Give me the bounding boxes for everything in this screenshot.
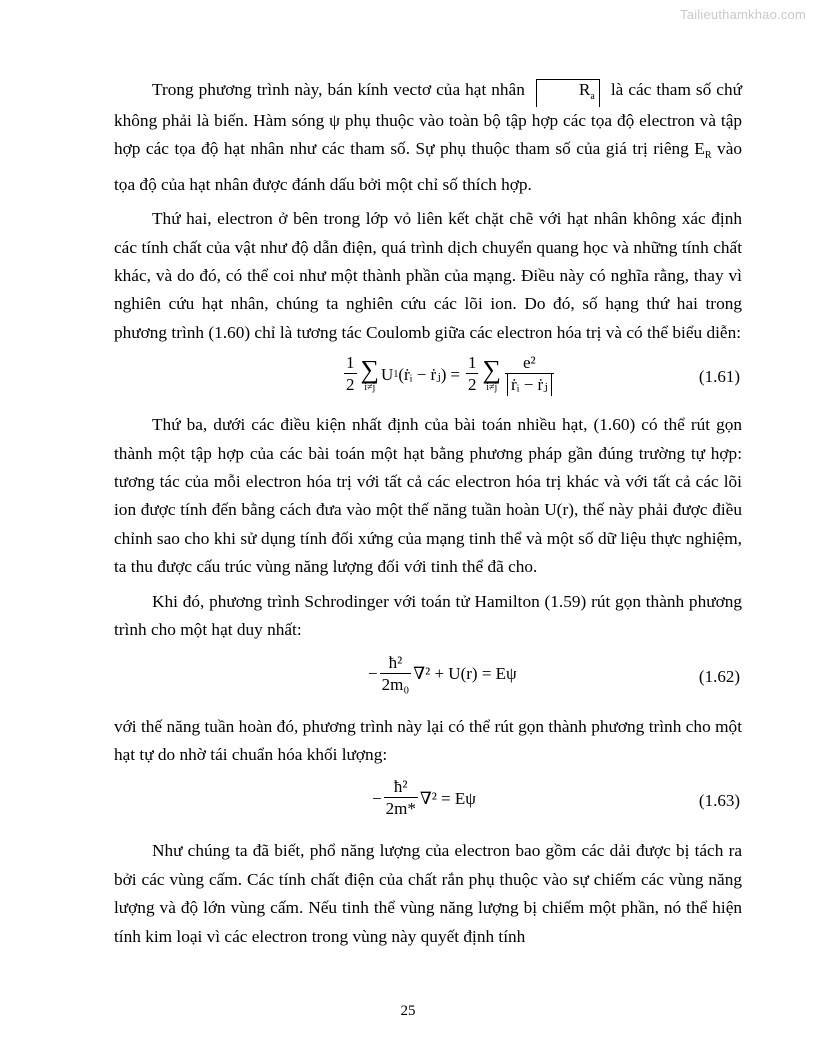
equation-1-63-body xyxy=(372,777,476,820)
half-fraction-rhs xyxy=(466,353,479,396)
hbar-squared: ħ² xyxy=(388,652,403,672)
summation-index: i≠j xyxy=(486,381,498,393)
equals-sign: = xyxy=(450,364,460,384)
distance-abs: ṙᵢ − ṙⱼ xyxy=(507,374,552,396)
equation-number-1-61: (1.61) xyxy=(698,367,740,387)
paragraph-5: với thế năng tuần hoàn đó, phương trình này lại có thể rút gọn thành phương trình cho một hạt tự do nhờ tái chuẩn hóa khối lượng: xyxy=(114,716,742,764)
charge-squared: e² xyxy=(523,353,536,373)
er-subscript: R xyxy=(704,150,712,162)
mass-denominator: 2m₀ xyxy=(381,674,410,694)
equation-1-61-body xyxy=(342,353,556,396)
equation-1-62-body xyxy=(368,653,517,696)
half-fraction xyxy=(344,353,357,396)
equation-number-1-63: (1.63) xyxy=(698,791,740,811)
hbar-squared: ħ² xyxy=(393,777,408,797)
er-symbol: E xyxy=(694,139,705,159)
effective-mass-denominator: 2m* xyxy=(385,799,416,819)
potential-u-subscript: 1 xyxy=(393,369,399,381)
equation-1-62 xyxy=(114,645,742,713)
paragraph-4: Khi đó, phương trình Schrodinger với toán tử Hamilton (1.59) rút gọn thành phương trình cho một hạt duy nhất: xyxy=(114,591,742,640)
paragraph-1-part-c: phụ thuộc vào toàn bộ tập hợp các tọa độ electron và tập hợp các tọa độ hạt nhân như các tham số. Sự phụ thuộc tham số của giá trị riêng xyxy=(114,111,743,159)
fraction-denominator: 2 xyxy=(346,375,355,395)
watermark: Tailieuthamkhao.com xyxy=(680,7,806,22)
ra-subscript: a xyxy=(590,91,595,102)
hbar-fraction xyxy=(384,777,418,820)
paragraph-1-part-d: vào tọa độ của hạt nhân được đánh dấu bởi một chỉ số thích hợp. xyxy=(114,139,742,194)
argument-text: ṙᵢ − ṙⱼ xyxy=(404,364,441,384)
paragraph-1-part-b: là các tham số chứ không phải là biến. Hàm sóng xyxy=(114,80,742,130)
summation: ∑ i≠j xyxy=(360,354,380,393)
psi-symbol: ψ xyxy=(329,111,340,130)
equation-number-1-62: (1.62) xyxy=(698,666,740,686)
equation-1-63-rest: ∇² = Eψ xyxy=(419,788,476,808)
fraction-numerator: 1 xyxy=(467,353,477,373)
hbar-fraction xyxy=(380,653,412,696)
minus-sign: − xyxy=(368,664,378,683)
distance-denominator xyxy=(505,373,554,396)
page-content xyxy=(114,76,742,951)
paragraph-2: Thứ hai, electron ở bên trong lớp vỏ liên kết chặt chẽ với hạt nhân không xác định các tính chất của vật như độ dẫn điện, quá trình dịch chuyển quang học và những tính chất khác, và do đó, có thể coi như một thành phần của mạng. Điều này có nghĩa rằng, thay vì nghiên cứu hạt nhân, chúng ta nghiên cứu các lõi ion. Do đó, số hạng thứ hai trong phương trình (1.60) chỉ là tương tác Coulomb giữa các electron hóa trị và có thể biểu diễn: xyxy=(114,209,742,342)
eigenvalue-symbol xyxy=(694,139,712,162)
equation-1-62-rest: ∇² + U(r) = Eψ xyxy=(413,664,517,683)
equation-1-61 xyxy=(114,347,742,411)
potential-u: U xyxy=(381,364,394,384)
paragraph-1 xyxy=(114,76,742,199)
paragraph-3: Thứ ba, dưới các điều kiện nhất định của bài toán nhiều hạt, (1.60) có thể rút gọn thành một tập hợp của các bài toán một hạt bằng phương pháp gần đúng trường tự hợp: tương tác của mỗi electron hóa trị với tất cả các electron hóa trị khác và với tất cả các lõi ion được tính đến bằng cách đưa vào một thế năng tuần hoàn U(r), thế này phải được điều chỉnh sao cho khi sử dụng tính đối xứng của mạng tinh thể và một số dữ liệu thực nghiệm, ta thu được cấu trúc vùng năng lượng đối với tinh thể đã cho. xyxy=(114,415,742,577)
summation-index: i≠j xyxy=(364,381,376,393)
nucleus-radius-vector xyxy=(536,79,600,107)
potential-argument: (ṙᵢ − ṙⱼ) xyxy=(398,364,447,384)
fraction-denominator: 2 xyxy=(467,375,477,395)
summation-rhs: ∑ i≠j xyxy=(482,354,501,393)
ra-symbol: R xyxy=(578,80,591,99)
minus-sign: − xyxy=(372,788,382,808)
paragraph-1-part-a: Trong phương trình này, bán kính vectơ của hạt nhân xyxy=(152,80,525,99)
coulomb-fraction xyxy=(505,353,554,396)
paragraph-6: Như chúng ta đã biết, phổ năng lượng của electron bao gồm các dải được bị tách ra bởi các vùng cấm. Các tính chất điện của chất rắn phụ thuộc vào sự chiếm các vùng năng lượng và độ lớn vùng cấm. Nếu tinh thể vùng năng lượng bị chiếm một phần, nó thể hiện tính kim loại vì các electron trong vùng này quyết định tính xyxy=(114,841,742,946)
fraction-numerator: 1 xyxy=(346,353,355,373)
page-number: 25 xyxy=(400,1003,416,1019)
equation-1-63 xyxy=(114,769,742,837)
